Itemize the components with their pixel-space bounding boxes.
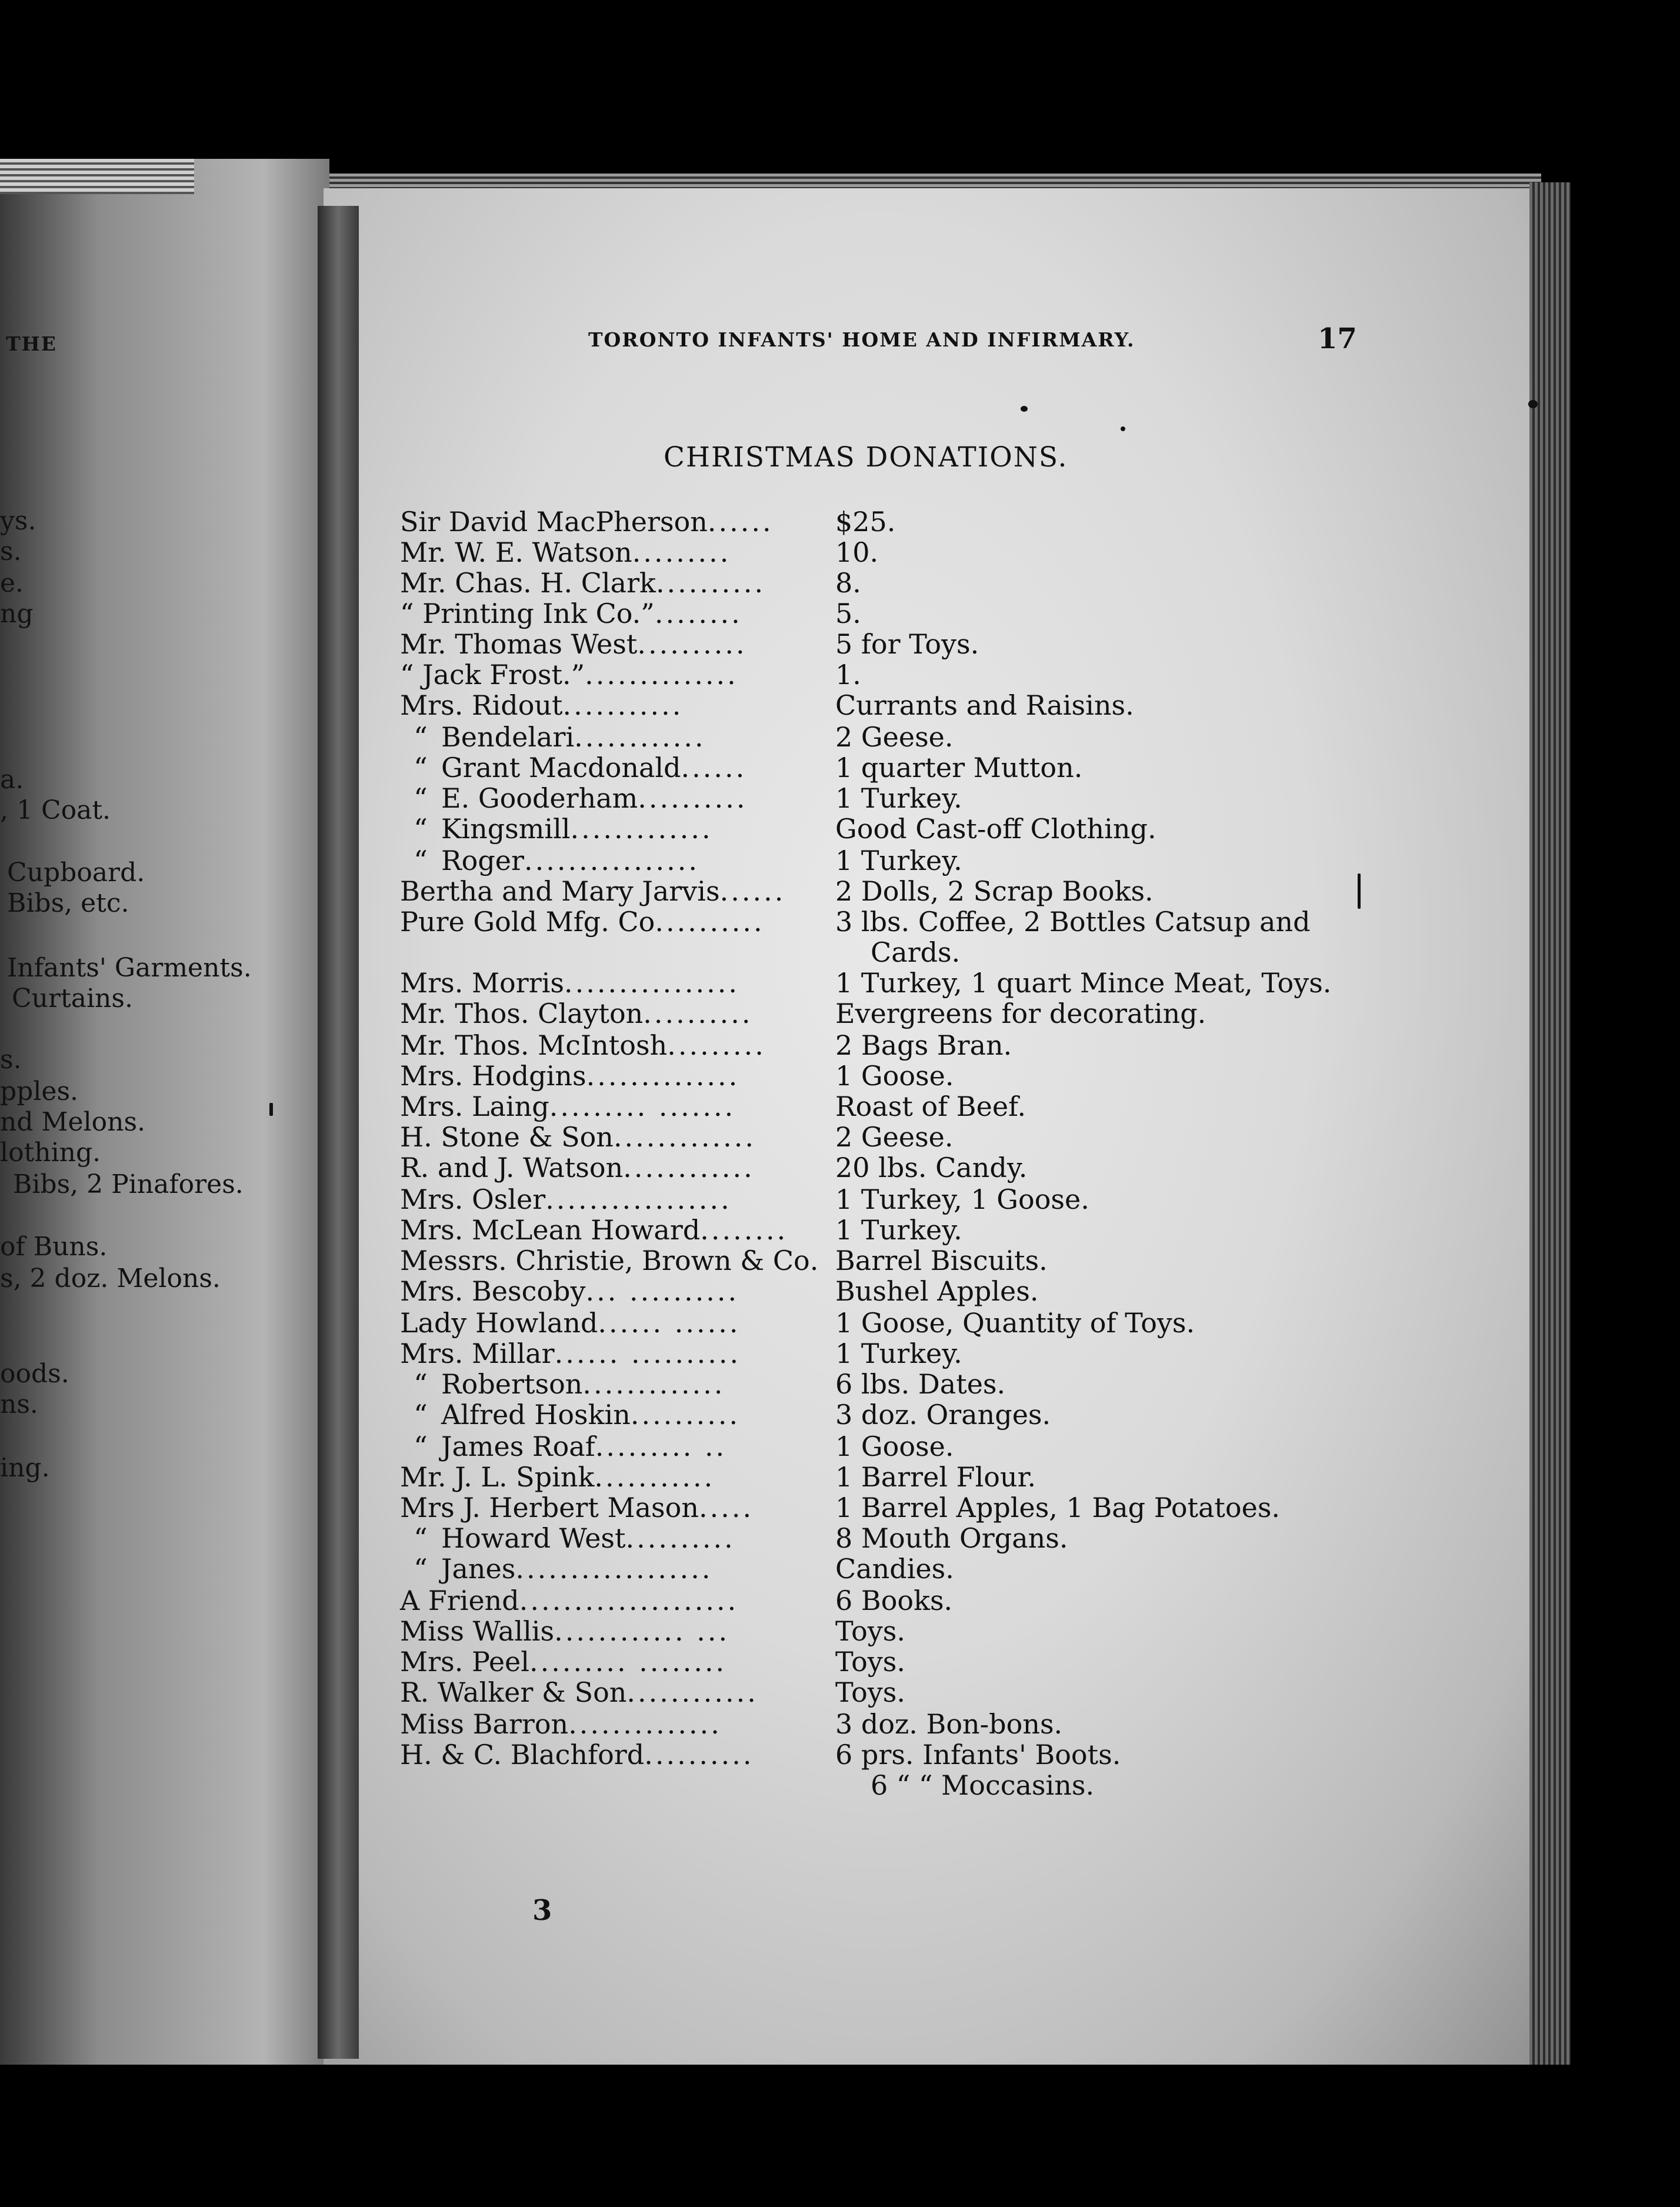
donation-row xyxy=(400,1183,1089,1215)
donation-row xyxy=(400,752,1083,784)
donor-name: “ Printing Ink Co.” xyxy=(400,598,655,629)
donor-name: Roger xyxy=(441,845,524,876)
donor-name: H. Stone & Son xyxy=(400,1121,614,1153)
left-page-line: Infants' Garments. xyxy=(7,953,252,983)
donation-item: 3 lbs. Coffee, 2 Bottles Catsup and xyxy=(835,906,1311,938)
leader-dots: ................ xyxy=(524,845,699,876)
donation-item: 2 Bags Bran. xyxy=(835,1029,1012,1061)
donation-row xyxy=(400,1585,953,1616)
donation-item: 6 lbs. Dates. xyxy=(835,1368,1006,1400)
ditto-mark: “ xyxy=(414,1553,428,1585)
donation-row xyxy=(400,1646,906,1678)
leader-dots: ......... .. xyxy=(595,1431,727,1462)
signature-mark: 3 xyxy=(532,1894,552,1927)
donation-item: 2 Geese. xyxy=(835,1121,954,1153)
left-page-line: s. xyxy=(0,536,22,566)
leader-dots: .......... xyxy=(637,628,747,660)
donation-item: 1 Turkey, 1 Goose. xyxy=(835,1183,1089,1215)
leader-dots: ...... xyxy=(707,506,774,538)
donation-row xyxy=(400,998,1206,1029)
donor-name: Miss Barron xyxy=(400,1708,569,1740)
donation-item: Barrel Biscuits. xyxy=(835,1245,1048,1276)
donation-item: Evergreens for decorating. xyxy=(835,998,1206,1029)
donation-item: 1 Turkey. xyxy=(835,782,962,814)
right-page-edge xyxy=(1529,182,1571,2065)
donor-name: Bendelari xyxy=(441,721,575,753)
leader-dots: ........... xyxy=(562,689,684,721)
donation-item: 1 Barrel Apples, 1 Bag Potatoes. xyxy=(835,1492,1281,1523)
donor-name: James Roaf xyxy=(441,1431,595,1462)
donation-item: 3 doz. Bon-bons. xyxy=(835,1708,1063,1740)
ink-speck xyxy=(269,1103,273,1116)
donation-item: 8 Mouth Organs. xyxy=(835,1522,1068,1554)
donation-item: 2 Geese. xyxy=(835,721,954,753)
donor-name: A Friend xyxy=(400,1585,519,1616)
leader-dots: .......... xyxy=(655,906,765,938)
donation-row xyxy=(400,1091,1026,1122)
donation-item: 5. xyxy=(835,598,861,629)
donor-name: Mr. Thos. Clayton xyxy=(400,998,644,1029)
donor-name: E. Gooderham xyxy=(441,782,638,814)
donation-item: 1. xyxy=(835,659,861,691)
donation-row xyxy=(400,1492,1281,1523)
donation-row xyxy=(400,1245,1048,1276)
donation-item: 1 Turkey. xyxy=(835,1338,962,1369)
leader-dots: ......... xyxy=(632,536,731,568)
donor-name: Messrs. Christie, Brown & Co xyxy=(400,1245,810,1276)
leader-dots: .............. xyxy=(568,1708,722,1740)
donation-item: Roast of Beef. xyxy=(835,1091,1026,1122)
left-page-line: a. xyxy=(0,765,24,795)
donor-name: Janes xyxy=(441,1553,516,1585)
leader-dots: ...... xyxy=(719,875,786,907)
donation-item: 8. xyxy=(835,567,861,599)
donation-row xyxy=(400,1029,1012,1061)
donation-row xyxy=(400,845,962,876)
ink-speck xyxy=(1528,400,1538,408)
donation-row xyxy=(400,1676,906,1708)
leader-dots: ... .......... xyxy=(585,1275,739,1307)
donation-item: Bushel Apples. xyxy=(835,1275,1039,1307)
leader-dots: ............ xyxy=(626,1676,758,1708)
left-page-line: e. xyxy=(0,568,24,598)
leader-dots: .......... xyxy=(644,1739,754,1771)
donation-item: $25. xyxy=(835,506,896,538)
donation-item: 1 Goose. xyxy=(835,1431,954,1462)
leader-dots: ............. xyxy=(582,1368,725,1400)
donation-item: 6 Books. xyxy=(835,1585,953,1616)
ditto-mark: “ xyxy=(414,721,428,753)
donor-name: Kingsmill xyxy=(441,813,571,845)
donation-row xyxy=(400,906,1311,938)
leader-dots: .......... xyxy=(655,567,766,599)
leader-dots: .......... xyxy=(643,998,753,1029)
donation-item: 6 prs. Infants' Boots. xyxy=(835,1739,1121,1771)
donation-row xyxy=(400,721,954,753)
donor-name: Mr. Thos. McIntosh xyxy=(400,1029,668,1061)
donation-row xyxy=(400,1214,962,1246)
donation-item: Candies. xyxy=(835,1553,954,1585)
donation-row xyxy=(400,1275,1039,1307)
donor-name: Mrs. Laing xyxy=(400,1091,549,1122)
left-page-line: ng xyxy=(0,599,34,629)
donation-item: 5 for Toys. xyxy=(835,628,979,660)
donation-row xyxy=(400,567,861,599)
donation-item: Toys. xyxy=(835,1646,906,1678)
donor-name: Mr. Thomas West xyxy=(400,628,638,660)
donation-item: 2 Dolls, 2 Scrap Books. xyxy=(835,875,1154,907)
leader-dots: ................. xyxy=(545,1183,732,1215)
left-page-line: Bibs, 2 Pinafores. xyxy=(13,1169,244,1199)
leader-dots: ........ xyxy=(700,1214,788,1246)
donation-item: 10. xyxy=(835,536,879,568)
leader-dots: ............ ... xyxy=(554,1615,730,1647)
leader-dots: ............ xyxy=(574,721,706,753)
running-head: TORONTO INFANTS' HOME AND INFIRMARY. xyxy=(588,328,1135,351)
leader-dots: ............. xyxy=(613,1121,756,1153)
ditto-mark: “ xyxy=(414,845,428,876)
left-page-line: Curtains. xyxy=(12,984,133,1014)
leader-dots: .................. xyxy=(515,1553,713,1585)
donation-row xyxy=(400,1368,1006,1400)
leader-dots: .......... xyxy=(625,1522,735,1554)
donation-row xyxy=(400,659,861,691)
donation-row xyxy=(400,598,861,629)
donor-name: Mrs. Peel xyxy=(400,1646,529,1678)
left-page-line: ns. xyxy=(0,1389,38,1419)
donation-item: 3 doz. Oranges. xyxy=(835,1399,1051,1431)
donation-row xyxy=(400,536,879,568)
donation-item: Currants and Raisins. xyxy=(835,689,1134,721)
page-number: 17 xyxy=(1318,322,1357,355)
donation-item: 1 Goose. xyxy=(835,1060,954,1092)
left-running-head: THE xyxy=(6,332,57,355)
leader-dots: ................ xyxy=(564,967,739,999)
donor-name: R. and J. Watson xyxy=(400,1152,624,1183)
page-title: CHRISTMAS DONATIONS. xyxy=(664,441,1068,474)
donor-name: Mrs J. Herbert Mason xyxy=(400,1492,699,1523)
leader-dots: ...... ...... xyxy=(598,1307,741,1339)
donation-row xyxy=(400,967,1332,999)
donation-item: 1 Goose, Quantity of Toys. xyxy=(835,1307,1195,1339)
left-page-line: ing. xyxy=(0,1453,50,1483)
left-page-line: nd Melons. xyxy=(0,1107,146,1137)
donation-item: 1 Turkey, 1 quart Mince Meat, Toys. xyxy=(835,967,1332,999)
donation-item: 1 Barrel Flour. xyxy=(835,1461,1036,1493)
left-page-line: oods. xyxy=(0,1359,69,1389)
donation-row xyxy=(400,1338,962,1369)
donor-name: Bertha and Mary Jarvis xyxy=(400,875,720,907)
left-page-line: s. xyxy=(0,1045,22,1075)
book-gutter xyxy=(318,206,359,2059)
donation-item: Cards. xyxy=(871,936,961,968)
donor-name: Alfred Hoskin xyxy=(441,1399,631,1431)
leader-dots: ............ xyxy=(623,1152,755,1183)
leader-dots: ..... xyxy=(698,1492,754,1523)
donor-name: Pure Gold Mfg. Co xyxy=(400,906,655,938)
donation-item: 6 “ “ Moccasins. xyxy=(871,1769,1095,1801)
leader-dots: .............. xyxy=(586,1060,740,1092)
donor-name: Miss Wallis xyxy=(400,1615,555,1647)
donation-item: 1 Turkey. xyxy=(835,845,962,876)
donation-item: Good Cast-off Clothing. xyxy=(835,813,1156,845)
ditto-mark: “ xyxy=(414,1368,428,1400)
ditto-mark: “ xyxy=(414,782,428,814)
donation-row xyxy=(400,1060,954,1092)
leader-dots: ...... .......... xyxy=(554,1338,741,1369)
pencil-mark xyxy=(1358,874,1361,909)
donation-item: 1 quarter Mutton. xyxy=(835,752,1083,784)
donor-name: Mrs. Millar xyxy=(400,1338,555,1369)
donation-item: Toys. xyxy=(835,1615,906,1647)
donation-row xyxy=(400,1307,1195,1339)
donation-item: Toys. xyxy=(835,1676,906,1708)
left-page-line: of Buns. xyxy=(0,1232,108,1262)
donor-name: Mrs. Morris xyxy=(400,967,565,999)
left-page-line: ys. xyxy=(0,506,36,536)
left-page-line: s, 2 doz. Melons. xyxy=(0,1263,221,1293)
leader-dots: .......... xyxy=(630,1399,741,1431)
donation-row xyxy=(400,1121,954,1153)
donor-name: Mrs. Bescoby xyxy=(400,1275,586,1307)
leader-dots: ........... xyxy=(594,1461,715,1493)
ditto-mark: “ xyxy=(414,1431,428,1462)
donation-row xyxy=(400,628,979,660)
donation-row xyxy=(400,813,1156,845)
donation-row xyxy=(400,1708,1063,1740)
donor-name: Mrs. McLean Howard xyxy=(400,1214,701,1246)
donation-row xyxy=(400,875,1154,907)
leader-dots: ........ xyxy=(654,598,742,629)
leader-dots: ............. xyxy=(570,813,713,845)
donor-name: Mrs. Hodgins xyxy=(400,1060,586,1092)
donation-row xyxy=(400,1615,906,1647)
leader-dots: ......... ....... xyxy=(549,1091,736,1122)
donation-row xyxy=(400,1522,1068,1554)
ditto-mark: “ xyxy=(414,1399,428,1431)
left-page-line: Bibs, etc. xyxy=(7,888,129,918)
leader-dots: ...... xyxy=(681,752,747,784)
donor-name: Mr. J. L. Spink xyxy=(400,1461,595,1493)
left-page-line: pples. xyxy=(0,1076,79,1106)
left-page-line: Cupboard. xyxy=(7,858,145,888)
donor-name: H. & C. Blachford xyxy=(400,1739,645,1771)
donation-item: 1 Turkey. xyxy=(835,1214,962,1246)
ditto-mark: “ xyxy=(414,813,428,845)
donor-name: Mrs. Osler xyxy=(400,1183,546,1215)
ditto-mark: “ xyxy=(414,752,428,784)
donation-row xyxy=(400,782,962,814)
leader-dots: .............. xyxy=(585,659,738,691)
leader-dots: .......... xyxy=(638,782,748,814)
leader-dots: . xyxy=(809,1245,821,1276)
donor-name: Sir David MacPherson xyxy=(400,506,708,538)
donation-row xyxy=(400,1431,954,1462)
ink-speck xyxy=(1021,406,1028,412)
donor-name: “ Jack Frost.” xyxy=(400,659,585,691)
donor-name: Lady Howland xyxy=(400,1307,598,1339)
ditto-mark: “ xyxy=(414,1522,428,1554)
donation-row xyxy=(400,1739,1121,1771)
donation-row xyxy=(400,1461,1036,1493)
donation-row xyxy=(400,1152,1028,1183)
donor-name: Robertson xyxy=(441,1368,583,1400)
donation-item: 20 lbs. Candy. xyxy=(835,1152,1028,1183)
donation-row xyxy=(400,1553,954,1585)
donor-name: Howard West xyxy=(441,1522,626,1554)
left-page-stack-edge xyxy=(0,159,194,194)
leader-dots: ......... ........ xyxy=(529,1646,727,1678)
donor-name: Grant Macdonald xyxy=(441,752,681,784)
donor-name: R. Walker & Son xyxy=(400,1676,627,1708)
left-page-line: lothing. xyxy=(0,1138,101,1168)
donation-row xyxy=(400,506,896,538)
donor-name: Mr. Chas. H. Clark xyxy=(400,567,656,599)
leader-dots: .................... xyxy=(519,1585,739,1616)
left-page-line: , 1 Coat. xyxy=(0,795,111,825)
donor-name: Mr. W. E. Watson xyxy=(400,536,632,568)
donor-name: Mrs. Ridout xyxy=(400,689,563,721)
leader-dots: ......... xyxy=(667,1029,766,1061)
donation-row xyxy=(400,689,1134,721)
ink-speck xyxy=(1121,426,1125,431)
donation-row xyxy=(400,1399,1051,1431)
